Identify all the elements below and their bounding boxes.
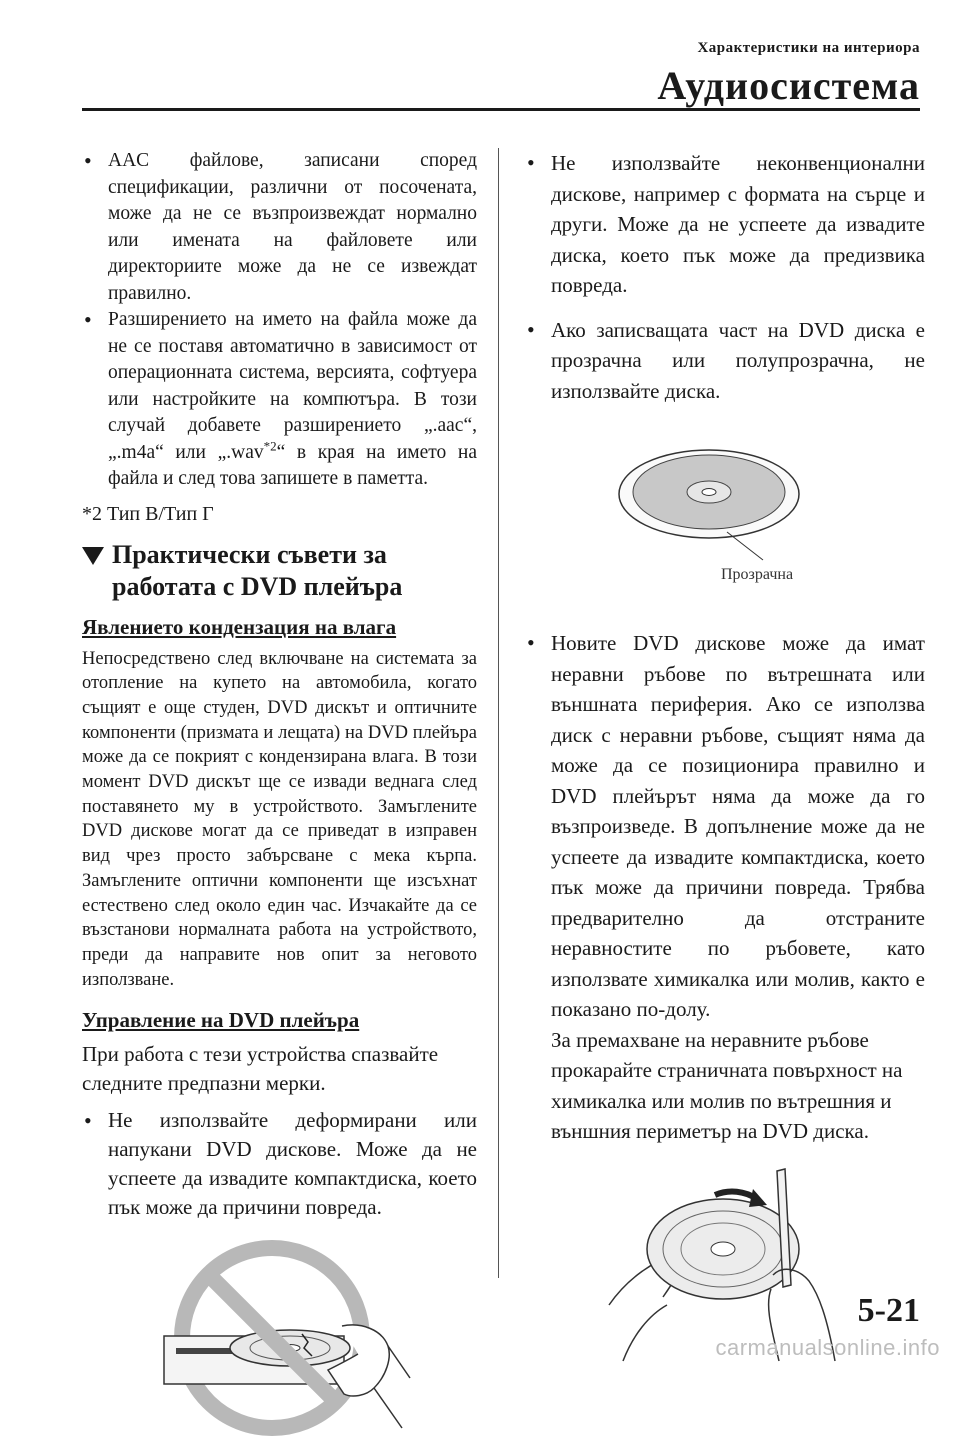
triangle-icon: [82, 547, 104, 565]
header-section: Характеристики на интериора: [697, 40, 920, 56]
disc-center-hole: [702, 489, 716, 496]
watermark: carmanualsonline.info: [715, 1335, 940, 1360]
disc-hole: [711, 1242, 735, 1256]
page-title: Аудиосистема: [657, 63, 920, 108]
bullet-transparent: • Ако записващата част на DVD диска е прозрачна или полупрозрачна, не използвайте диска.: [525, 315, 925, 407]
bullet-aac: • AAC файлове, записани според спецификации, различни от посочената, може да не се възпроизвеждат нормално или имената на файловете или директориите може да не се извеждат правилно.: [82, 148, 477, 307]
bullet-cracked: • Не използвайте деформирани или напукани DVD дискове. Може да не успеете да извадите компактдиска, което пък може да причини повреда.: [82, 1106, 477, 1222]
subheading-dvd-handling: Управление на DVD плейъра: [82, 1008, 360, 1033]
rotation-arrow: [715, 1191, 757, 1198]
bullet-extension-text-2: “ в края на името на файла и след това запишете в паметта.: [108, 441, 477, 489]
page-number: 5-21: [857, 1292, 920, 1329]
transparent-disc-illustration: [617, 442, 817, 562]
caption-transparent: Прозрачна: [721, 566, 794, 583]
bullet-extension-text-1: Разширението на името на файла може да не се поставя автоматично в зависимост от операционната система, версията, софтуера или настройките на компютъра. В този случай добавете разширението „.aac“, „.m4a“ или „.wav: [108, 309, 477, 463]
footnote-marker: *2: [263, 438, 277, 453]
callout-line: [727, 532, 763, 560]
bullet-new-discs-cont: За премахване на неравните ръбове прокарайте страничната повърхност на химикалка или молив по вътрешния и външния периметър на DVD диска.: [551, 1027, 903, 1143]
figure-no-cracked-disc: [152, 1238, 412, 1438]
prohibited-disc-illustration: [152, 1238, 412, 1438]
left-column: [82, 148, 477, 1438]
figure-transparent-disc: [617, 442, 817, 592]
bullet-extension: [82, 307, 477, 493]
arrow-head: [749, 1189, 767, 1207]
section-heading: [82, 539, 477, 603]
column-divider: [498, 148, 499, 1278]
header-rule: [82, 108, 920, 111]
bullet-unconventional: • Не използвайте неконвенционални дискове, например с формата на сърце и други. Може да не успеете да извадите диска, което пък може да предизвика повреда.: [525, 148, 925, 301]
bullet-new-discs: • Новите DVD дискове може да имат неравни ръбове по вътрешната или външната периферия. Ако се използва диск с неравни ръбове, същият няма да може да се позиционира правилно и DVD плейърът няма да може да го възпроизведе. В допълнение може да не успеете да извадите компактдиска, което пък може да причини повреда. Трябва предварително да отстраните неравностите по ръбовете, като използвате химикалка или молив, както е показано по-долу.: [525, 628, 925, 1025]
para-condensation: Непосредствено след включване на системата за отопление на купето на автомобила, когато същият е още студен, DVD дискът и оптичните компоненти (призмата и лещата) на DVD плейъра може да се покрият с кондензирана влага. В този момент DVD дискът ще се извади веднага след поставянето му в устройството. Замъглените DVD дискове могат да се приведат в изправен вид чрез просто забърсване с мека кърпа. Замъглените оптични компоненти ще изсъхнат естествено след около един час. Изчакайте да се възстанови нормалната работа на устройството, преди да направите нов опит за неговото използване.: [82, 648, 477, 990]
right-column: [525, 148, 925, 1365]
footnote: *2 Тип B/Тип Г: [82, 502, 214, 525]
para-precautions: При работа с тези устройства спазвайте следните предпазни мерки.: [82, 1042, 439, 1096]
subheading-condensation: Явлението кондензация на влага: [82, 614, 397, 639]
section-heading-text: Практически съвети за работата с DVD плейъра: [112, 539, 403, 601]
